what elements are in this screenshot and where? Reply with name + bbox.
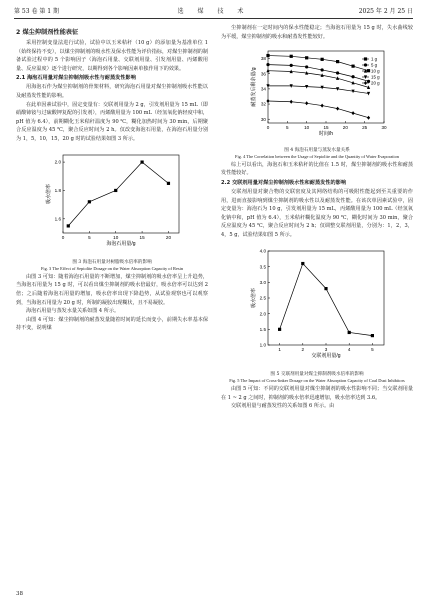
figure-3	[37, 147, 187, 257]
data-point	[348, 331, 351, 334]
y-tick-label: 4.0	[259, 248, 266, 254]
data-point	[114, 189, 117, 192]
journal-volume: 第 53 卷 第 1 期	[14, 8, 59, 15]
paragraph: 由图 3 可知：随着海泡石用量的不断增加，煤尘抑制剂的吸水倍率呈上升趋势，当海泡石用量为 15 g 时，可以看出煤尘抑制剂的吸水倍最好，吸水倍率可以达到 2 倍；之后随着海泡石用量的增加，吸水倍率出现下降趋势，从试验观察也可以观察到，当海泡石用量为 20 g 时，所制的凝胶出现糊状，且不易凝胶。	[16, 273, 208, 306]
legend-marker	[364, 63, 367, 66]
figure-5-caption: 图 5 交联剂用量对煤尘抑制剂吸水倍率的影响	[270, 372, 364, 378]
figure-4-caption: 图 4 海泡石用量与蒸发水量关系	[284, 148, 350, 154]
data-point	[301, 262, 304, 265]
y-tick-label: 36	[260, 71, 266, 77]
issue-date: 2025 年 2 月 25 日	[358, 8, 413, 15]
y-tick-label: 1.8	[54, 188, 61, 194]
paragraph: 由图 5 可知：不同的交联剂用量对煤尘抑制剂的吸水性影响不同；当交联剂用量在 1 ~ 2 g 之间时，抑制剂的吸水倍率迅速增加，吸水倍率达到 3.6。	[221, 385, 413, 401]
x-tick-label: 20	[342, 125, 348, 131]
figure-4-caption-en: Fig. 4 The Correlation between the Usage of Sepiolite and the Quantity of Water Evaporation	[235, 154, 399, 160]
x-axis-label: 海泡石用量/g	[106, 241, 136, 248]
data-point	[278, 328, 281, 331]
paragraph: 在此单因素试验中，固定变量有：交联剂用量为 2 g，引发剂用量为 15 mL（即硝酸铈铵与过硫酸钾复配的引发剂），丙烯酸用量为 100 mL（经氢氧化钠轻度中和，pH 值为 6.4），前期糊化玉米秸秆温度为 90 ℃，糊化加热时间为 30 min，后期聚合反应温度为 45 ℃，聚合反应时间为 2 h。仅改变海泡石用量，在海泡石用量分别为 1，5，10，15，20 g 时的试验结果如图 3 所示。	[16, 101, 208, 142]
x-tick-label: 5	[88, 235, 91, 241]
data-point	[88, 201, 91, 204]
legend-label: 15 g	[371, 74, 380, 80]
y-tick-label: 2.0	[259, 311, 266, 317]
paragraph: 综上可以看出，海泡石和玉米秸秆的比值在 1.5 时，煤尘抑制剂的吸水性和耐蒸发性能较好。	[221, 161, 413, 177]
x-tick-label: 10	[113, 235, 119, 241]
data-point	[305, 65, 308, 68]
legend-label: 5 g	[371, 62, 378, 68]
x-tick-label: 30	[381, 125, 387, 131]
x-tick-label: 3	[324, 347, 328, 353]
data-point	[371, 334, 374, 337]
data-point	[336, 71, 339, 74]
data-point	[321, 58, 324, 61]
x-axis-label: 时间/h	[318, 131, 334, 138]
x-tick-label: 5	[371, 347, 374, 353]
paragraph: 由图 4 可知：煤尘抑制剂的耐蒸发量随着时间的延长而变小，前期失水率基本保持不变，说明煤	[16, 316, 208, 332]
figure-4-chart	[242, 45, 392, 145]
y-tick-label: 2.0	[54, 160, 61, 166]
data-point	[351, 65, 354, 68]
running-header	[14, 6, 413, 19]
x-tick-label: 4	[347, 347, 351, 353]
paragraph: 交联剂用量对聚合物的交联密度及其网络结构的可吸附性能起到至关重要的作用，进而直接影响到煤尘抑制剂的吸水性以及耐蒸发性能。在该次单因素试验中，固定变量为：海泡石为 10 g，引发剂用量为 15 mL，丙烯酸用量为 100 mL（经氢氧化钠中和，pH 值为 6.4），玉米秸秆糊化温度为 90 ℃，糊化时间为 30 min，聚合反应温度为 45 ℃，聚合反应时间为 2 h；仅调整交联剂用量，分别为：1，2，3，4，5 g，试验结果如图 5 所示。	[221, 189, 413, 238]
data-point	[290, 55, 293, 58]
x-tick-label: 20	[165, 235, 172, 241]
series-line	[268, 56, 369, 71]
y-tick-label: 38	[260, 56, 266, 62]
legend-marker	[364, 81, 367, 85]
y-axis-label: 吸水倍率	[46, 184, 52, 205]
data-point	[351, 75, 354, 78]
figure-3-caption-en: Fig. 3 The Effect of Sepiolite Dosage on the Water Absorption Capacity of Resin	[40, 266, 184, 272]
data-point	[367, 116, 370, 120]
series-line	[68, 162, 168, 226]
legend-label: 20 g	[371, 80, 380, 86]
data-point	[266, 99, 269, 103]
x-tick-label: 0	[266, 125, 270, 131]
data-point	[140, 161, 143, 164]
data-point	[321, 68, 324, 71]
data-point	[336, 60, 339, 63]
subsection-title: 2.2 交联剂用量对煤尘抑制剂吸水性和耐蒸发性的影响	[221, 179, 347, 186]
data-point	[290, 64, 293, 67]
paragraph: 海泡石用量与蒸发水量关系如图 4 所示。	[26, 308, 120, 315]
legend-label: 10 g	[371, 68, 380, 74]
paragraph: 尘抑制剂在一定时间内的保水性能稳定；当海泡石用量为 15 g 时，失水曲线较为平缓，煤尘抑制剂的吸水和耐蒸发性能较好。	[221, 25, 413, 40]
y-tick-label: 30	[260, 116, 266, 122]
y-tick-label: 1.5	[259, 327, 266, 333]
x-tick-label: 5	[286, 125, 289, 131]
x-tick-label: 1	[278, 347, 281, 353]
data-point	[367, 92, 370, 96]
y-tick-label: 1.0	[259, 342, 266, 348]
x-tick-label: 25	[362, 125, 368, 131]
left-column	[16, 24, 208, 333]
x-tick-label: 15	[323, 125, 329, 131]
y-axis-label: 吸水倍率	[251, 288, 257, 309]
y-tick-label: 3.0	[259, 280, 266, 286]
data-point	[336, 107, 339, 111]
legend-label: 1 g	[371, 56, 378, 62]
figure-5-caption-en: Fig. 5 The Impact of Cross-linker Dosage on the Water Absorption Capacity of Coal Dust Inhibitors	[229, 378, 405, 384]
x-axis-label: 交联剂用量/g	[311, 353, 341, 360]
plot-frame	[268, 251, 384, 345]
data-point	[266, 54, 269, 57]
x-tick-label: 10	[304, 125, 310, 131]
data-point	[290, 100, 293, 104]
plot-frame	[63, 155, 179, 233]
y-tick-label: 3.5	[259, 264, 266, 270]
page-number: 38	[16, 591, 23, 597]
data-point	[367, 80, 370, 83]
x-tick-label: 15	[139, 235, 145, 241]
data-point	[305, 56, 308, 59]
y-tick-label: 34	[260, 86, 266, 92]
data-point	[321, 104, 324, 108]
series-line	[268, 71, 369, 88]
subsection-title: 2.1 海泡石用量对煤尘抑制剂吸水性与耐蒸发性影响	[16, 75, 136, 82]
y-tick-label: 32	[260, 101, 266, 107]
data-point	[324, 287, 327, 290]
legend-marker	[364, 57, 367, 60]
y-tick-label: 2.5	[259, 295, 266, 301]
figure-5	[242, 243, 392, 369]
paragraph: 采用控制变量法进行试验，试验中以玉米秸秆（10 g）的添加量为基准单位 1（始终保持不变），以煤尘抑制剂的吸水性及保水性能为评价指标，对煤尘抑制剂的制备试验过程中的 5 个影响因子（海泡石用量、交联剂用量、引发剂用量、丙烯酸用量、反应温度）逐个进行研究，以期得到各个影响因素单独作用下的效果。	[16, 40, 208, 72]
figure-4	[242, 45, 392, 145]
data-point	[167, 182, 170, 185]
paragraph: 用海泡石作为煤尘抑制剂的骨架材料，研究海泡石用量对煤尘抑制剂吸水性能以及耐蒸发性能的影响。	[16, 84, 208, 100]
x-tick-label: 2	[301, 347, 305, 353]
section-title: 2 煤尘抑制剂性能表征	[16, 29, 79, 36]
data-point	[305, 101, 308, 105]
figure-3-caption: 图 3 海泡石用量对树脂吸水倍率的影响	[72, 260, 152, 266]
data-point	[266, 63, 269, 66]
paragraph: 交联剂用量与耐蒸发性的关系如图 6 所示。由	[231, 403, 335, 410]
data-point	[67, 225, 70, 228]
series-line	[268, 101, 369, 118]
figure-3-chart	[37, 147, 187, 257]
right-column	[221, 24, 413, 411]
journal-title: 选 煤 技 术	[177, 8, 250, 15]
y-axis-label: 耐蒸发后剩余量/g	[251, 67, 257, 107]
series-line	[280, 264, 373, 336]
y-tick-label: 1.6	[54, 216, 61, 222]
x-tick-label: 0	[61, 235, 65, 241]
figure-5-chart	[242, 243, 392, 369]
data-point	[351, 111, 354, 115]
